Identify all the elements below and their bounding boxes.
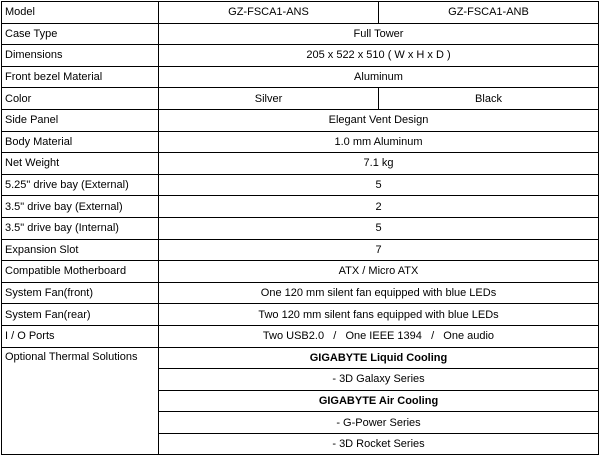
row-label-io-ports: I / O Ports bbox=[2, 325, 159, 347]
dimensions-value: 205 x 522 x 510 ( W x H x D ) bbox=[159, 45, 599, 67]
row-label-drive-525-ext: 5.25" drive bay (External) bbox=[2, 174, 159, 196]
thermal-liquid-item-1: - 3D Galaxy Series bbox=[159, 369, 599, 391]
row-label-model: Model bbox=[2, 2, 159, 24]
drive-525-ext-value: 5 bbox=[159, 174, 599, 196]
motherboard-value: ATX / Micro ATX bbox=[159, 261, 599, 283]
row-label-drive-35-int: 3.5" drive bay (Internal) bbox=[2, 217, 159, 239]
thermal-air-heading: GIGABYTE Air Cooling bbox=[159, 390, 599, 412]
row-label-fan-rear: System Fan(rear) bbox=[2, 304, 159, 326]
table-row-dimensions bbox=[2, 45, 599, 67]
case-type-value: Full Tower bbox=[159, 23, 599, 45]
table-row-drive-35-ext bbox=[2, 196, 599, 218]
table-row-case-type bbox=[2, 23, 599, 45]
row-label-expansion-slot: Expansion Slot bbox=[2, 239, 159, 261]
table-row-body-material bbox=[2, 131, 599, 153]
row-label-fan-front: System Fan(front) bbox=[2, 282, 159, 304]
table-row-fan-rear bbox=[2, 304, 599, 326]
spec-table bbox=[1, 1, 599, 455]
table-row-net-weight bbox=[2, 153, 599, 175]
row-label-color: Color bbox=[2, 88, 159, 110]
fan-front-value: One 120 mm silent fan equipped with blue LEDs bbox=[159, 282, 599, 304]
row-label-case-type: Case Type bbox=[2, 23, 159, 45]
drive-35-ext-value: 2 bbox=[159, 196, 599, 218]
model-ans-value: GZ-FSCA1-ANS bbox=[159, 2, 379, 24]
table-row-motherboard bbox=[2, 261, 599, 283]
table-row-expansion-slot bbox=[2, 239, 599, 261]
table-row-drive-35-int bbox=[2, 217, 599, 239]
drive-35-int-value: 5 bbox=[159, 217, 599, 239]
row-label-body-material: Body Material bbox=[2, 131, 159, 153]
body-material-value: 1.0 mm Aluminum bbox=[159, 131, 599, 153]
fan-rear-value: Two 120 mm silent fans equipped with blue LEDs bbox=[159, 304, 599, 326]
net-weight-value: 7.1 kg bbox=[159, 153, 599, 175]
row-label-front-bezel: Front bezel Material bbox=[2, 66, 159, 88]
row-label-motherboard: Compatible Motherboard bbox=[2, 261, 159, 283]
io-ports-value: Two USB2.0 / One IEEE 1394 / One audio bbox=[159, 325, 599, 347]
front-bezel-value: Aluminum bbox=[159, 66, 599, 88]
table-row-fan-front bbox=[2, 282, 599, 304]
row-label-dimensions: Dimensions bbox=[2, 45, 159, 67]
table-row-drive-525-ext bbox=[2, 174, 599, 196]
thermal-air-item-1: - G-Power Series bbox=[159, 412, 599, 434]
row-label-side-panel: Side Panel bbox=[2, 109, 159, 131]
table-row-side-panel bbox=[2, 109, 599, 131]
side-panel-value: Elegant Vent Design bbox=[159, 109, 599, 131]
table-row-model bbox=[2, 2, 599, 24]
expansion-slot-value: 7 bbox=[159, 239, 599, 261]
color-silver-value: Silver bbox=[159, 88, 379, 110]
table-row-color bbox=[2, 88, 599, 110]
row-label-net-weight: Net Weight bbox=[2, 153, 159, 175]
thermal-air-item-2: - 3D Rocket Series bbox=[159, 433, 599, 455]
color-black-value: Black bbox=[379, 88, 599, 110]
row-label-drive-35-ext: 3.5" drive bay (External) bbox=[2, 196, 159, 218]
row-label-thermal: Optional Thermal Solutions bbox=[2, 347, 159, 455]
model-anb-value: GZ-FSCA1-ANB bbox=[379, 2, 599, 24]
table-row-io-ports bbox=[2, 325, 599, 347]
table-row-thermal bbox=[2, 347, 599, 369]
thermal-liquid-heading: GIGABYTE Liquid Cooling bbox=[159, 347, 599, 369]
table-row-front-bezel bbox=[2, 66, 599, 88]
